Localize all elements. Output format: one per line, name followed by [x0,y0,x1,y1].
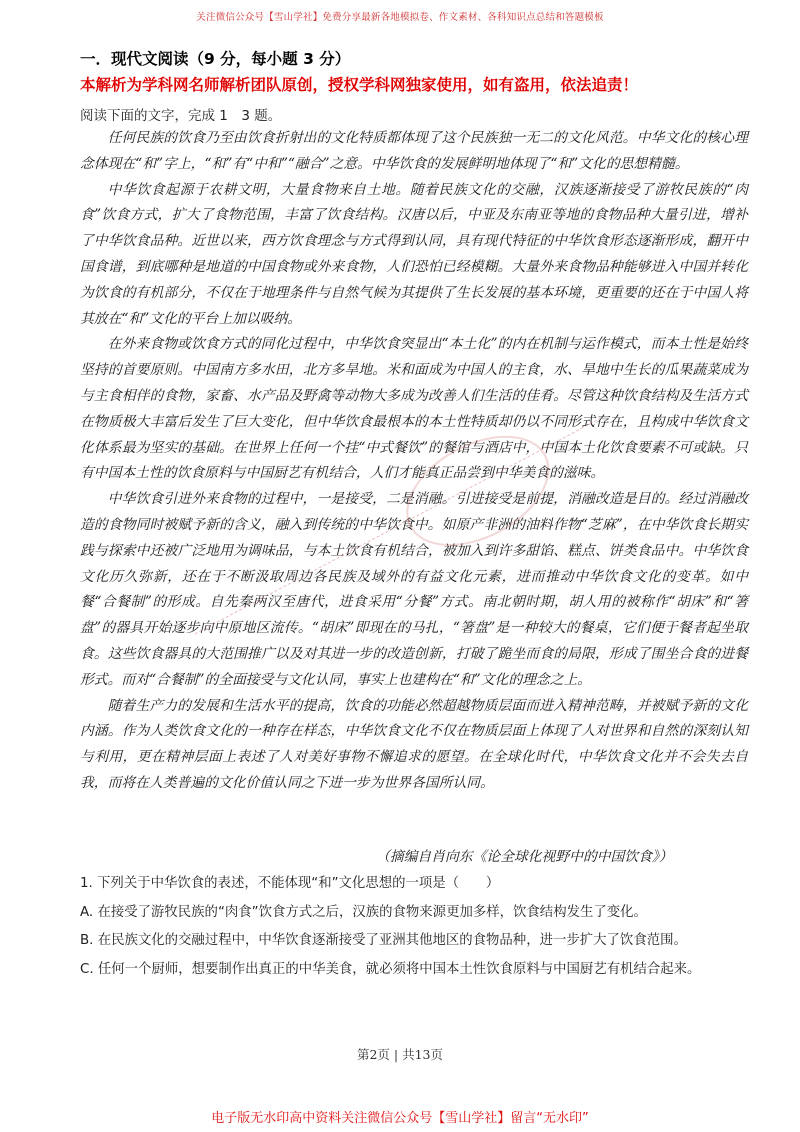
top-promo-banner: 关注微信公众号【雪山学社】免费分享最新各地模拟卷、作文素材、各科知识点总结和答题模板 [196,12,604,23]
reading-instruction: 阅读下面的文字，完成 1 3 题。 [80,108,282,124]
question-block [80,870,750,984]
copyright-notice: 本解析为学科网名师解析团队原创，授权学科网独家使用，如有盗用，依法追责！ [80,76,639,94]
passage-source: （摘编自肖向东《论全球化视野中的中国饮食》） [376,849,673,865]
reading-passage [80,126,748,797]
footer-promo: 电子版无水印高中资料关注微信公众号【雪山学社】留言“无水印” [211,1111,589,1126]
section-heading: 一．现代文阅读（9 分，每小题 3 分） [80,50,351,68]
page-number: 第2页 | 共13页 [356,1047,444,1062]
question-1-option-c: C. 任何一个厨师，想要制作出真正的中华美食，就必须将中国本土性饮食原料与中国厨艺有机结合起来。 [80,961,701,977]
question-1-option-a: A. 在接受了游牧民族的“肉食”饮食方式之后，汉族的食物来源更加多样，饮食结构发生了变化。 [80,904,647,920]
passage-paragraph-4: 中华饮食引进外来食物的过程中，一是接受，二是消融。引进接受是前提，消融改造是目的。经过消融改造的食物同时被赋予新的含义，融入到传统的中华饮食中。如原产非洲的油料作物“芝麻”，在中华饮食长期实践与探索中还被广泛地用为调味品，与本土饮食有机结合，被加入到许多甜馅、糕点、饼类食品中。中华饮食文化历久弥新，还在于不断汲取周边各民族及域外的有益文化元素，进而推动中华饮食文化的变革。如中餐“合餐制”的形成。自先秦两汉至唐代，进食采用“分餐”方式。南北朝时期，胡人用的被称作“胡床”和“箸盘”的器具开始逐步向中原地区流传。“胡床”即现在的马扎，“箸盘”是一种较大的餐桌，它们便于餐者起坐取食。这些饮食器具的大范围推广以及对其进一步的改造创新，打破了跪坐而食的局限，形成了围坐合食的进餐形式。而对“合餐制”的全面接受与文化认同，事实上也建构在“和”文化的理念之上。 [80,491,748,688]
passage-paragraph-3: 在外来食物或饮食方式的同化过程中，中华饮食突显出“本土化”的内在机制与运作模式，而本土性是始终坚持的首要原则。中国南方多水田，北方多旱地。米和面成为中国人的主食，水、旱地中生长的瓜果蔬菜成为与主食相伴的食物，家畜、水产品及野禽等动物大多成为改善人们生活的佳肴。尽管这种饮食结构及生活方式在物质极大丰富后发生了巨大变化，但中华饮食最根本的本土性特质却仍以不同形式存在，且构成中华饮食文化体系最为坚实的基础。在世界上任何一个挂“中式餐饮”的餐馆与酒店中，中国本土化饮食要素不可或缺。只有中国本土性的饮食原料与中国厨艺有机结合，人们才能真正品尝到中华美食的滋味。 [80,336,748,482]
question-1-stem: 1. 下列关于中华饮食的表述，不能体现“和”文化思想的一项是（ ） [80,876,500,891]
passage-paragraph-2: 中华饮食起源于农耕文明，大量食物来自土地。随着民族文化的交融，汉族逐渐接受了游牧民族的“肉食”饮食方式，扩大了食物范围，丰富了饮食结构。汉唐以后，中亚及东南亚等地的食物品种大量引进，增补了中华饮食品种。近世以来，西方饮食理念与方式得到认同，具有现代特征的中华饮食形态逐渐形成，翻开中国食谱，到底哪种是地道的中国食物或外来食物，人们恐怕已经模糊。大量外来食物品种能够进入中国并转化为饮食的有机部分，不仅在于地理条件与自然气候为其提供了生长发展的基本环境，更重要的还在于中国人将其放在“和”文化的平台上加以吸纳。 [80,181,748,327]
passage-paragraph-1: 任何民族的饮食乃至由饮食折射出的文化特质都体现了这个民族独一无二的文化风范。中华文化的核心理念体现在“和”字上，“和”有“中和”“融合”之意。中华饮食的发展鲜明地体现了“和”文化的思想精髓。 [80,130,748,172]
question-1-option-b: B. 在民族文化的交融过程中，中华饮食逐渐接受了亚洲其他地区的食物品种，进一步扩大了饮食范围。 [80,933,687,948]
passage-paragraph-5: 随着生产力的发展和生活水平的提高，饮食的功能必然超越物质层面而进入精神范畴，并被赋予新的文化内涵。作为人类饮食文化的一种存在样态，中华饮食文化不仅在物质层面上体现了人对世界和自然的深刻认知与利用，更在精神层面上表述了人对美好事物不懈追求的愿望。在全球化时代，中华饮食文化并不会失去自我，而将在人类普遍的文化价值认同之下进一步为世界各国所认同。 [80,697,748,791]
